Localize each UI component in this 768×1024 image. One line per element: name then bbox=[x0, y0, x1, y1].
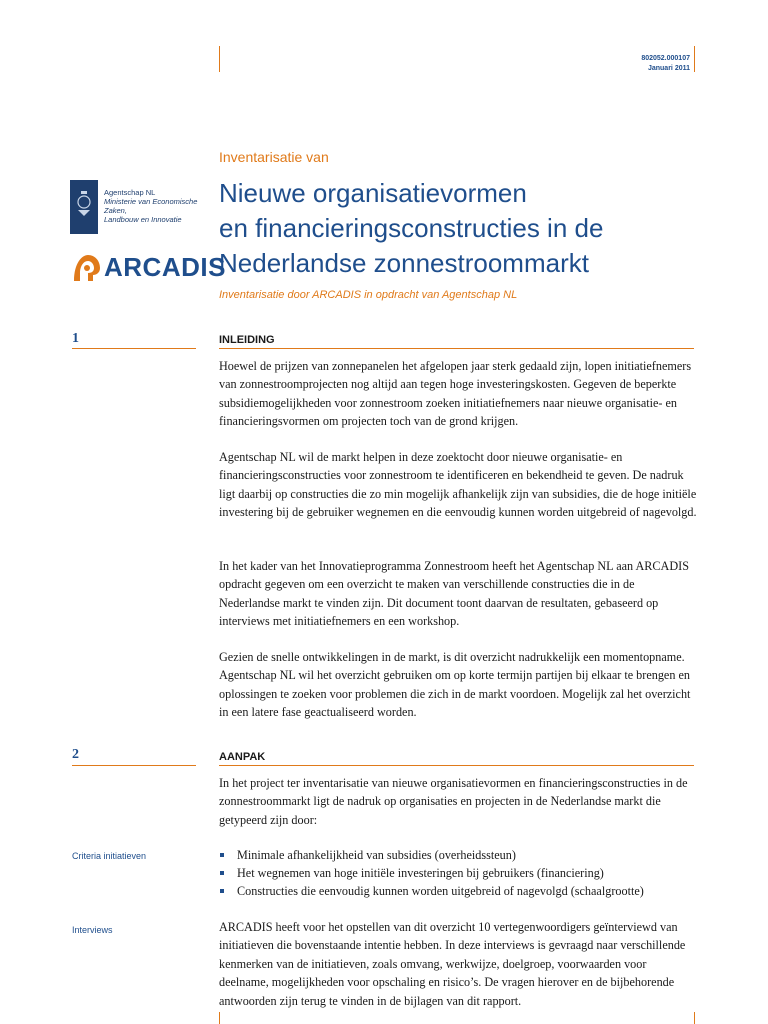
side-label-criteria: Criteria initiatieven bbox=[72, 851, 147, 861]
doc-number: 802052.000107 bbox=[641, 55, 690, 62]
arcadis-wordmark: ARCADIS bbox=[104, 252, 226, 282]
list-item: Minimale afhankelijkheid van subsidies (overheidssteun) bbox=[219, 846, 697, 864]
paragraph: Hoewel de prijzen van zonnepanelen het afgelopen jaar sterk gedaald zijn, lopen initiatiefnemers van zonnestroomprojecten nog altijd aan tegen hoge investeringskosten. Gegeven de beperkte subsidiemogelijkheden voor zonnestroom zoeken initiatiefnemers naar nieuwe organisatie- en financieringsvormen om projecten toch van de grond krijgen. bbox=[219, 359, 692, 429]
paragraph: In het project ter inventarisatie van nieuwe organisatievormen en financieringsconstructies in de zonnestroommarkt ligt de nadruk op organisaties en projecten in de Nederlandse markt die getypeerd zijn door: bbox=[219, 776, 688, 827]
title-line: Nederlandse zonnestroommarkt bbox=[219, 248, 589, 278]
section-heading-rule bbox=[219, 348, 694, 349]
agentschap-nl-logo bbox=[70, 180, 200, 234]
criteria-list bbox=[219, 846, 697, 900]
byline: Inventarisatie door ARCADIS in opdracht van Agentschap NL bbox=[219, 289, 518, 301]
section-number: 2 bbox=[72, 747, 79, 762]
section-number-rule bbox=[72, 348, 196, 349]
page-title bbox=[219, 176, 739, 281]
logo-line: Landbouw en Innovatie bbox=[104, 215, 182, 224]
side-label-interviews: Interviews bbox=[72, 925, 113, 935]
top-left-rule bbox=[219, 46, 220, 72]
title-line: Nieuwe organisatievormen bbox=[219, 178, 527, 208]
agentschap-logo-text bbox=[104, 188, 200, 224]
title-line: en financieringsconstructies in de bbox=[219, 213, 604, 243]
section-number-rule bbox=[72, 765, 196, 766]
paragraph: Agentschap NL wil de markt helpen in deze zoektocht door nieuwe organisatie- en financieringsconstructies voor zonnestroom te identificeren en bekendheid te geven. De nadruk ligt daarbij op constructies die zo min mogelijk afhankelijk zijn van subsidies, die de hoge initiële investering bij de gebruiker wegnemen en die eenvoudig kunnen worden uitgebreid of nagevolgd. bbox=[219, 450, 697, 520]
bottom-right-rule bbox=[694, 1012, 695, 1024]
section-heading-rule bbox=[219, 765, 694, 766]
list-item: Het wegnemen van hoge initiële investeringen bij gebruikers (financiering) bbox=[219, 864, 697, 882]
paragraph: In het kader van het Innovatieprogramma Zonnestroom heeft het Agentschap NL aan ARCADIS opdracht gegeven om een overzicht te maken van verschillende constructies die in de Nederlandse markt te vinden zijn. Dit document toont daarvan de resultaten, gebaseerd op interviews met initiatiefnemers en een workshop. bbox=[219, 559, 689, 629]
section-number: 1 bbox=[72, 331, 79, 346]
crest-icon bbox=[70, 180, 98, 234]
section-heading: AANPAK bbox=[219, 751, 266, 763]
list-item: Constructies die eenvoudig kunnen worden uitgebreid of nagevolgd (schaalgrootte) bbox=[219, 882, 697, 900]
arcadis-emblem-icon bbox=[72, 253, 102, 283]
paragraph: ARCADIS heeft voor het opstellen van dit overzicht 10 vertegenwoordigers geïnterviewd van initiatieven die bovenstaande intentie hebben. In deze interviews is gevraagd naar verschillende kenmerken van de initiatieven, zoals omvang, werkwijze, doelgroep, voorwaarden voor deelname, mogelijkheden voor opschaling en risico’s. De vragen hierover en de bijbehorende antwoorden zijn terug te vinden in de bijlagen van dit rapport. bbox=[219, 920, 686, 1008]
section-heading: INLEIDING bbox=[219, 334, 275, 346]
top-right-rule bbox=[694, 46, 695, 72]
logo-line: Agentschap NL bbox=[104, 188, 156, 197]
doc-date: Januari 2011 bbox=[647, 65, 690, 72]
title-kicker: Inventarisatie van bbox=[219, 149, 329, 165]
document-reference bbox=[641, 54, 690, 74]
paragraph: Gezien de snelle ontwikkelingen in de markt, is dit overzicht nadrukkelijk een momentopname. Agentschap NL wil het overzicht gebruiken om op korte termijn partijen bij elkaar te brengen en oplossingen te zoeken voor problemen die zich in de markt voordoen. Mogelijk zal het overzicht in een latere fase geactualiseerd worden. bbox=[219, 650, 691, 720]
bottom-left-rule bbox=[219, 1012, 220, 1024]
logo-line: Ministerie van Economische Zaken, bbox=[104, 197, 198, 215]
